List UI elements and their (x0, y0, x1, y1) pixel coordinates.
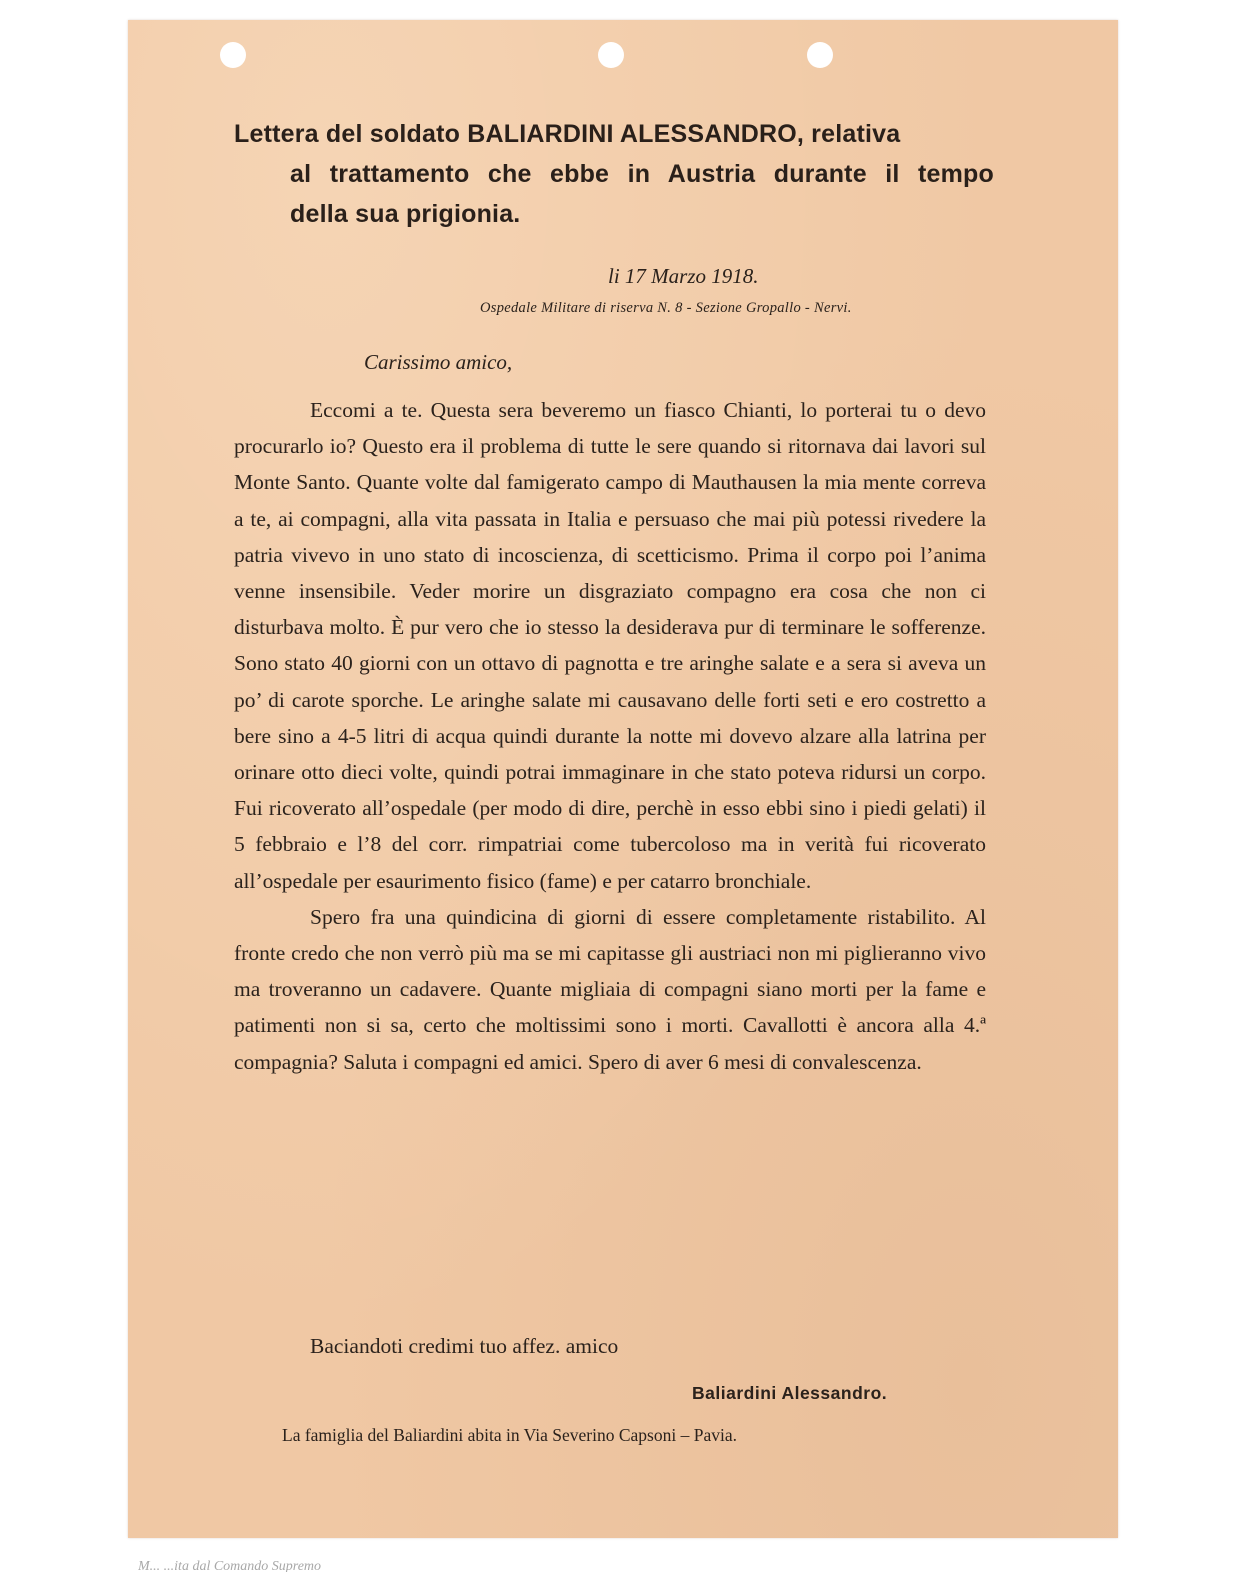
page-caption: M... ...ita dal Comando Supremo (138, 1559, 322, 1572)
letter-signature: Baliardini Alessandro. (692, 1383, 888, 1403)
body-paragraph: Spero fra una quindicina di giorni di essere completamente ristabilito. Al fronte credo che non verrò più ma se mi capitasse gli austriaci non mi piglieranno vivo ma troveranno un cadavere. Quante migliaia di compagni siano morti per la fame e patimenti non si sa, certo che moltissimi sono i morti. Cavallotti è ancora alla 4.ª compagnia? Saluta i compagni ed amici. Spero di aver 6 mesi di convalescenza. (234, 904, 986, 1074)
title-line: della sua prigionia. (290, 200, 521, 228)
letter-body (234, 392, 986, 1080)
document-sheet (128, 20, 1118, 1538)
document-title (234, 114, 994, 234)
body-paragraph: Eccomi a te. Questa sera beveremo un fiasco Chianti, lo porterai tu o devo procurarlo io? Questo era il problema di tutte le sere quando si ritornava dai lavori sul Monte Santo. Quante volte dal famigerato campo di Mauthausen la mia mente correva a te, ai compagni, alla vita passata in Italia e persuaso che mai più potessi rivedere la patria vivevo in uno stato di incoscienza, di scetticismo. Prima il corpo poi l’anima venne insensibile. Veder morire un disgraziato compagno era cosa che non ci disturbava molto. È pur vero che io stesso la desiderava pur di terminare le sofferenze. Sono stato 40 giorni con un ottavo di pagnotta e tre aringhe salate e a sera si aveva un po’ di carote sporche. Le aringhe salate mi causavano delle forti seti e ero costretto a bere sino a 4-5 litri di acqua quindi durante la notte mi dovevo alzare alla latrina per orinare otto dieci volte, quindi potrai immaginare in che stato poteva ridursi un corpo. Fui ricoverato all’ospedale (per modo di dire, perchè in esso ebbi sino i piedi gelati) il 5 febbraio e l’8 del corr. rimpatriai come tubercoloso ma in verità fui ricoverato all’ospedale per esaurimento fisico (fame) e per catarro bronchiale. (234, 398, 986, 893)
punch-hole (807, 42, 833, 68)
letter-date: li 17 Marzo 1918. (608, 264, 759, 288)
punch-hole (598, 42, 624, 68)
letter-salutation: Carissimo amico, (364, 350, 513, 374)
family-address-note: La famiglia del Baliardini abita in Via Severino Capsoni – Pavia. (282, 1425, 737, 1445)
title-line: al trattamento che ebbe in Austria durante il tempo (290, 160, 994, 188)
title-line: Lettera del soldato BALIARDINI ALESSANDRO, relativa (234, 120, 901, 148)
hospital-address: Ospedale Militare di riserva N. 8 - Sezione Gropallo - Nervi. (480, 300, 852, 316)
letter-closing: Baciandoti credimi tuo affez. amico (310, 1334, 619, 1358)
punch-hole (220, 42, 246, 68)
